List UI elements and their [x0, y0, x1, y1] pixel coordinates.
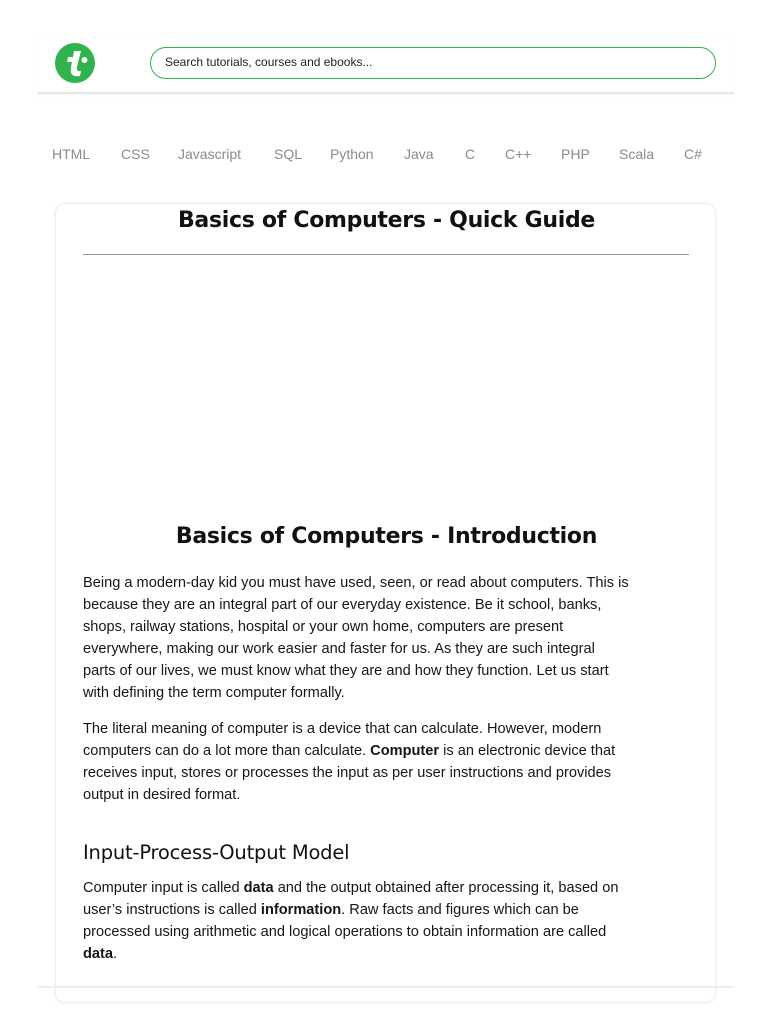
ipo-paragraph [83, 877, 631, 965]
definition-text-2: is an electronic device that receives input, stores or processes the input as per user instructions and provides output in desired format. [83, 743, 616, 803]
nav-item-python[interactable]: Python [330, 146, 374, 162]
nav-item-css[interactable]: CSS [121, 146, 150, 162]
nav-item-php[interactable]: PHP [561, 146, 590, 162]
subsection-title: Input-Process-Output Model [83, 841, 350, 864]
ipo-text-2: and the output obtained after processing it, based on user’s instructions is called [83, 880, 619, 918]
term-data-2: data [83, 946, 114, 962]
term-data: data [243, 880, 274, 896]
nav-item-scala[interactable]: Scala [619, 146, 655, 162]
nav-item-c[interactable]: C [465, 146, 476, 162]
term-information: information [260, 902, 342, 918]
nav-item-html[interactable]: HTML [52, 146, 91, 162]
page-title: Basics of Computers - Quick Guide [177, 208, 596, 233]
ipo-text-3: . Raw facts and figures which can be processed using arithmetic and logical operations to obtain information are called [83, 902, 607, 940]
section-title: Basics of Computers - Introduction [175, 524, 598, 549]
language-nav [38, 142, 734, 168]
intro-paragraph: Being a modern-day kid you must have used, seen, or read about computers. This is because they are an integral part of our everyday existence. Be it school, banks, shops, railway stations, hospital or your own home, computers are present everywhere, making our work easier and faster for us. As they are such integral parts of our lives, we must know what they are and how they function. Let us start with defining the term computer formally. [83, 575, 629, 701]
ipo-text-4: . [113, 946, 118, 962]
site-header [38, 34, 734, 94]
nav-item-javascript[interactable]: Javascript [178, 146, 242, 162]
title-divider [83, 254, 689, 255]
term-computer: Computer [370, 743, 440, 759]
nav-item-cpp[interactable]: C++ [505, 146, 532, 162]
search-input[interactable]: Search tutorials, courses and ebooks... [150, 47, 716, 79]
ipo-text-1: Computer input is called [83, 880, 244, 896]
definition-paragraph [83, 718, 631, 806]
footer-divider [38, 986, 734, 988]
nav-item-java[interactable]: Java [404, 146, 434, 162]
nav-item-csharp[interactable]: C# [684, 146, 702, 162]
definition-text-1: The literal meaning of computer is a device that can calculate. However, modern computers can do a lot more than calculate. [83, 721, 602, 759]
tutorialspoint-logo-icon[interactable] [55, 43, 95, 83]
nav-item-sql[interactable]: SQL [274, 146, 303, 162]
article-card [55, 203, 716, 1003]
